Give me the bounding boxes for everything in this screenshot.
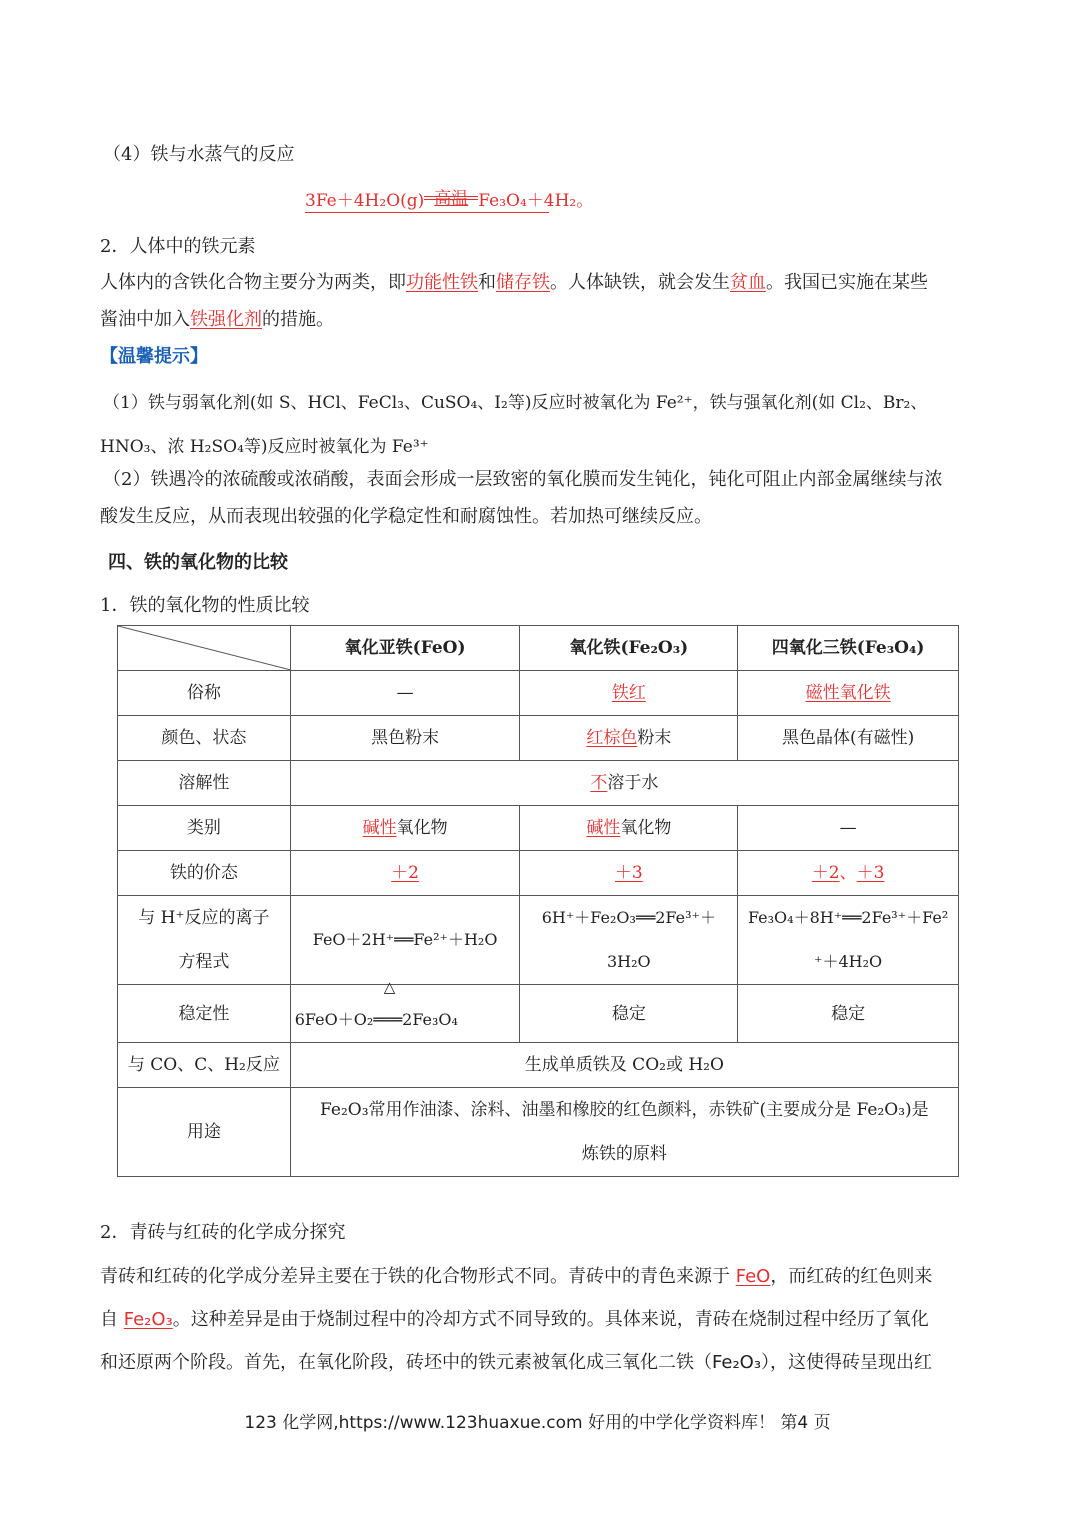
cell <box>290 806 520 851</box>
text: 和 <box>478 272 496 293</box>
text: 和还原两个阶段。首先，在氧化阶段，砖坯中的铁元素被氧化成三氧化二铁（ <box>100 1352 712 1373</box>
paragraph-bricks-2 <box>100 1305 929 1331</box>
row-label <box>118 896 291 985</box>
cell-answer: 铁红 <box>520 671 738 716</box>
tip-title: 【温馨提示】 <box>100 346 208 367</box>
answer-functional-iron: 功能性铁 <box>406 272 478 293</box>
formula-feo: FeO <box>735 1266 771 1287</box>
cell <box>290 1088 958 1177</box>
cell: 稳定 <box>738 985 959 1043</box>
heat-condition-icon: △ <box>383 978 396 996</box>
row-label-line: 与 H⁺反应的离子 <box>138 908 270 928</box>
cell-text: 溶于水 <box>607 773 659 793</box>
tip-1-line-1: （1）铁与弱氧化剂(如 S、HCl、FeCl₃、CuSO₄、I₂等)反应时被氧化为 Fe²⁺，铁与强氧化剂(如 Cl₂、Br₂、 <box>103 393 928 413</box>
table-row <box>118 896 959 985</box>
diagonal-line-icon <box>118 626 291 670</box>
row-label: 与 CO、C、H₂反应 <box>118 1043 291 1088</box>
cell-answer: ＋3 <box>856 863 885 883</box>
cell: FeO＋2H⁺══Fe²⁺＋H₂O <box>290 896 520 985</box>
cell <box>738 896 959 985</box>
answer-storage-iron: 储存铁 <box>496 272 550 293</box>
oxide-comparison-table <box>117 625 959 1177</box>
row-label: 颜色、状态 <box>118 716 291 761</box>
row-label: 用途 <box>118 1088 291 1177</box>
cell-answer: 碱性 <box>362 818 397 838</box>
header-fe3o4: 四氧化三铁(Fe₃O₄) <box>738 626 959 671</box>
text: 。这种差异是由于烧制过程中的冷却方式不同导致的。具体来说，青砖在烧制过程中经历了氧化 <box>172 1309 929 1330</box>
cell-line: ⁺＋4H₂O <box>814 952 883 971</box>
text: 酱油中加入 <box>100 309 190 330</box>
paragraph-bricks-3 <box>100 1348 932 1374</box>
cell-line: Fe₂O₃常用作油漆、涂料、油墨和橡胶的红色颜料，赤铁矿(主要成分是 Fe₂O₃)是 <box>320 1100 929 1120</box>
cell-answer: ＋2 <box>290 851 520 896</box>
answer-iron-fortifier: 铁强化剂 <box>190 309 262 330</box>
table-row <box>118 671 959 716</box>
cell-answer: 不 <box>590 773 608 793</box>
cell <box>738 851 959 896</box>
text: ），这使得砖呈现出红 <box>761 1352 933 1373</box>
text: 的措施。 <box>262 309 334 330</box>
eq-end: 。 <box>576 191 594 211</box>
page-footer: 123 化学网,https://www.123huaxue.com 好用的中学化学资料库！ 第4 页 <box>244 1413 831 1433</box>
table-row <box>118 716 959 761</box>
cell: — <box>738 806 959 851</box>
tip-1-line-2: HNO₃、浓 H₂SO₄等)反应时被氧化为 Fe³⁺ <box>100 437 429 457</box>
table-corner-cell <box>118 626 291 671</box>
cell: 黑色粉末 <box>290 716 520 761</box>
text: ，而红砖的红色则来 <box>770 1266 933 1287</box>
table-row <box>118 761 959 806</box>
subsection-heading: （4）铁与水蒸气的反应 <box>103 144 295 165</box>
cell-text: 粉末 <box>637 728 672 748</box>
eq-right: Fe₃O₄＋4H₂ <box>478 191 577 211</box>
cell: 黑色晶体(有磁性) <box>738 716 959 761</box>
row-label: 稳定性 <box>118 985 291 1043</box>
text: 自 <box>100 1309 124 1330</box>
equation-steam <box>305 186 593 211</box>
cell-answer: ＋3 <box>520 851 738 896</box>
cell <box>520 896 738 985</box>
cell-answer: ＋2 <box>811 863 840 883</box>
row-label: 类别 <box>118 806 291 851</box>
paragraph-bricks-1 <box>100 1262 932 1288</box>
cell <box>520 716 738 761</box>
tip-2-line-1: （2）铁遇冷的浓硫酸或浓硝酸，表面会形成一层致密的氧化膜而发生钝化，钝化可阻止内部金属继续与浓 <box>103 469 943 490</box>
answer-anemia: 贫血 <box>730 272 766 293</box>
cell <box>290 978 520 1043</box>
row-label: 俗称 <box>118 671 291 716</box>
cell-line: 3H₂O <box>607 952 651 971</box>
cell: 生成单质铁及 CO₂或 H₂O <box>290 1043 958 1088</box>
cell-answer: 红棕色 <box>586 728 638 748</box>
cell-answer: 磁性氧化铁 <box>738 671 959 716</box>
cell-line: 炼铁的原料 <box>581 1144 667 1164</box>
header-feo: 氧化亚铁(FeO) <box>290 626 520 671</box>
text: 。人体缺铁，就会发生 <box>550 272 730 293</box>
table-row <box>118 1088 959 1177</box>
text: 人体内的含铁化合物主要分为两类，即 <box>100 272 406 293</box>
eq-left: 3Fe＋4H₂O(g) <box>305 191 425 211</box>
cell <box>290 761 958 806</box>
cell <box>520 806 738 851</box>
cell-line: Fe₃O₄＋8H⁺══2Fe³⁺＋Fe² <box>747 908 949 927</box>
cell-answer: 碱性 <box>586 818 621 838</box>
text: 青砖和红砖的化学成分差异主要在于铁的化合物形式不同。青砖中的青色来源于 <box>100 1266 736 1287</box>
subsection-bricks: 2．青砖与红砖的化学成分探究 <box>100 1222 346 1243</box>
paragraph-human-iron-2 <box>100 305 334 331</box>
table-row <box>118 806 959 851</box>
row-label-line: 方程式 <box>178 952 230 972</box>
cell: 稳定 <box>520 985 738 1043</box>
eq-condition: 高温 <box>434 189 469 209</box>
text: 。我国已实施在某些 <box>766 272 928 293</box>
cell-text: 氧化物 <box>396 818 448 838</box>
cell-sep: 、 <box>839 863 857 883</box>
cell-text: 6FeO＋O₂═══2Fe₃O₄ <box>294 1009 458 1029</box>
cell-text: 氧化物 <box>620 818 672 838</box>
formula-fe2o3: Fe₂O₃ <box>712 1352 762 1373</box>
tip-2-line-2: 酸发生反应，从而表现出较强的化学稳定性和耐腐蚀性。若加热可继续反应。 <box>100 506 712 527</box>
section-title-oxides: 四、铁的氧化物的比较 <box>108 552 288 573</box>
table-row <box>118 626 959 671</box>
row-label: 铁的价态 <box>118 851 291 896</box>
subsection-oxide-compare: 1．铁的氧化物的性质比较 <box>100 595 310 616</box>
table-row <box>118 1043 959 1088</box>
cell-line: 6H⁺＋Fe₂O₃══2Fe³⁺＋ <box>541 908 716 927</box>
paragraph-human-iron-1 <box>100 268 928 294</box>
section-title-human-iron: 2．人体中的铁元素 <box>100 236 256 257</box>
equation-underline <box>305 212 549 213</box>
formula-fe2o3: Fe₂O₃ <box>123 1309 173 1330</box>
header-fe2o3: 氧化铁(Fe₂O₃) <box>520 626 738 671</box>
row-label: 溶解性 <box>118 761 291 806</box>
table-row <box>118 851 959 896</box>
cell: — <box>290 671 520 716</box>
table-row <box>118 985 959 1043</box>
